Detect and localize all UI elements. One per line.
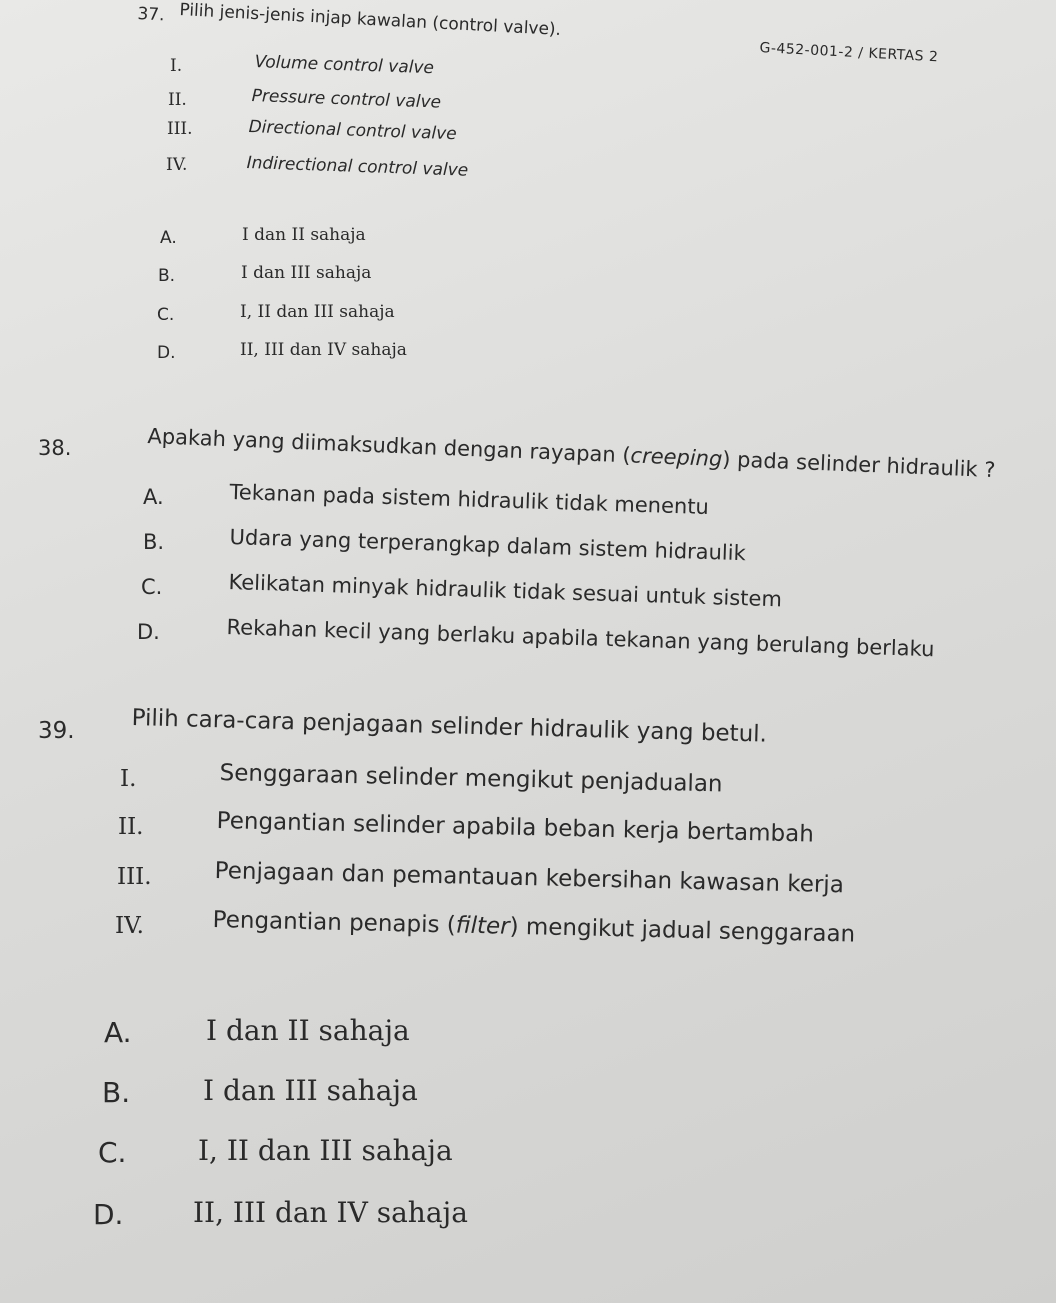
option-letter: A. [143,485,164,509]
option-letter: B. [143,530,165,554]
statement-text: Senggaraan selinder mengikut penjadualan [219,760,723,798]
option-letter: A. [104,1016,132,1049]
option-text: I dan III sahaja [241,263,372,283]
statement-roman: I. [170,56,183,76]
option-letter: B. [102,1076,131,1109]
question-number: 39. [38,718,75,744]
question-text: Pilih jenis-jenis injap kawalan (control valve). [178,0,562,40]
term-creeping: creeping [630,443,723,472]
statement-roman: III. [117,864,152,890]
option-letter: D. [157,343,176,363]
statement-text: Penjagaan dan pemantauan kebersihan kawasan kerja [214,858,845,899]
option-text: II, III dan IV sahaja [193,1196,468,1229]
statement-roman: II. [118,814,144,840]
option-text: Kelikatan minyak hidraulik tidak sesuai untuk sistem [228,570,783,612]
option-text: II, III dan IV sahaja [240,340,407,360]
statement-roman: IV. [115,913,144,939]
paper-code: G-452-001-2 / KERTAS 2 [759,40,939,66]
option-text: I dan II sahaja [242,225,366,245]
statement-roman: II. [168,90,187,110]
option-text: I dan II sahaja [206,1014,410,1047]
statement-text: Volume control valve [254,52,435,79]
term-filter: filter [455,912,510,940]
option-letter: A. [160,228,177,248]
statement-text: Directional control valve [248,117,458,145]
option-letter: C. [98,1136,127,1169]
statement-roman: III. [167,119,193,139]
question-number: 37. [136,4,166,26]
option-letter: D. [137,620,160,644]
statement-text: Pengantian selinder apabila beban kerja bertambah [216,808,815,848]
option-letter: C. [157,305,175,325]
question-number: 38. [38,436,72,460]
option-letter: B. [158,266,176,286]
statement-roman: IV. [166,155,188,175]
option-text: I, II dan III sahaja [198,1134,453,1167]
statement-text: Pengantian penapis (filter) mengikut jadual senggaraan [212,907,856,948]
option-text: Udara yang terperangkap dalam sistem hidraulik [229,525,747,566]
statement-text: Indirectional control valve [246,153,469,181]
option-text: I, II dan III sahaja [240,302,395,322]
option-letter: D. [93,1198,124,1231]
question-text: Apakah yang diimaksudkan dengan rayapan (creeping) pada selinder hidraulik ? [147,424,996,483]
statement-text: Pressure control valve [251,86,442,113]
option-text: I dan III sahaja [203,1074,418,1107]
question-text: Pilih cara-cara penjagaan selinder hidraulik yang betul. [131,705,768,748]
option-text: Rekahan kecil yang berlaku apabila tekanan yang berulang berlaku [226,615,935,662]
option-text: Tekanan pada sistem hidraulik tidak menentu [229,480,710,520]
option-letter: C. [141,575,163,599]
statement-roman: I. [120,766,137,792]
